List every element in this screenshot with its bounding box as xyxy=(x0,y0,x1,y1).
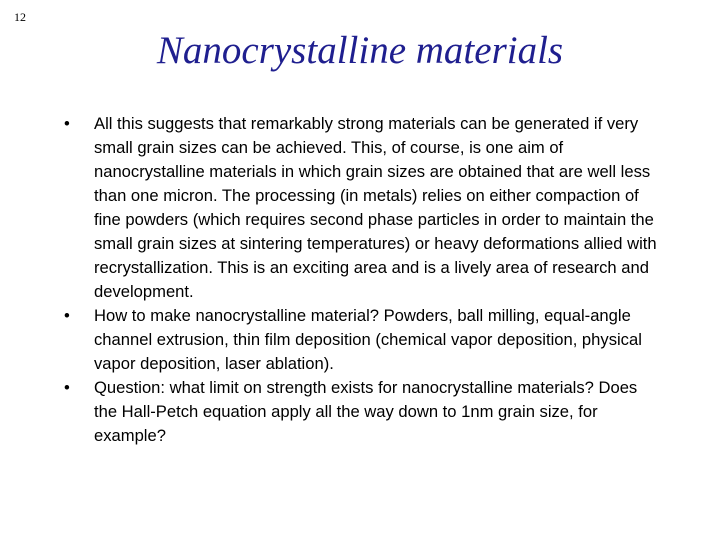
slide-number: 12 xyxy=(14,10,26,24)
bullet-text: How to make nanocrystalline material? Powders, ball milling, equal-angle channel extrusion, thin film deposition (chemical vapor deposition, physical vapor deposition, laser ablation). xyxy=(94,306,642,373)
bullet-item xyxy=(64,112,660,304)
bullet-text: Question: what limit on strength exists for nanocrystalline materials? Does the Hall-Petch equation apply all the way down to 1nm grain size, for example? xyxy=(94,378,638,445)
bullet-item xyxy=(64,376,660,448)
bullet-item xyxy=(64,304,660,376)
slide-title: Nanocrystalline materials xyxy=(156,29,564,72)
bullet-marker: • xyxy=(64,306,70,325)
bullet-marker: • xyxy=(64,378,70,397)
bullet-text: All this suggests that remarkably strong materials can be generated if very small grain sizes can be achieved. This, of course, is one aim of nanocrystalline materials in which grain sizes are obtained that are well less than one micron. The processing (in metals) relies on either compaction of fine powders (which requires second phase particles in order to maintain the small grain sizes at sintering temperatures) or heavy deformations allied with recrystallization. This is an exciting area and is a lively area of research and development. xyxy=(94,114,657,301)
bullet-list xyxy=(64,112,660,448)
bullet-marker: • xyxy=(64,114,70,133)
